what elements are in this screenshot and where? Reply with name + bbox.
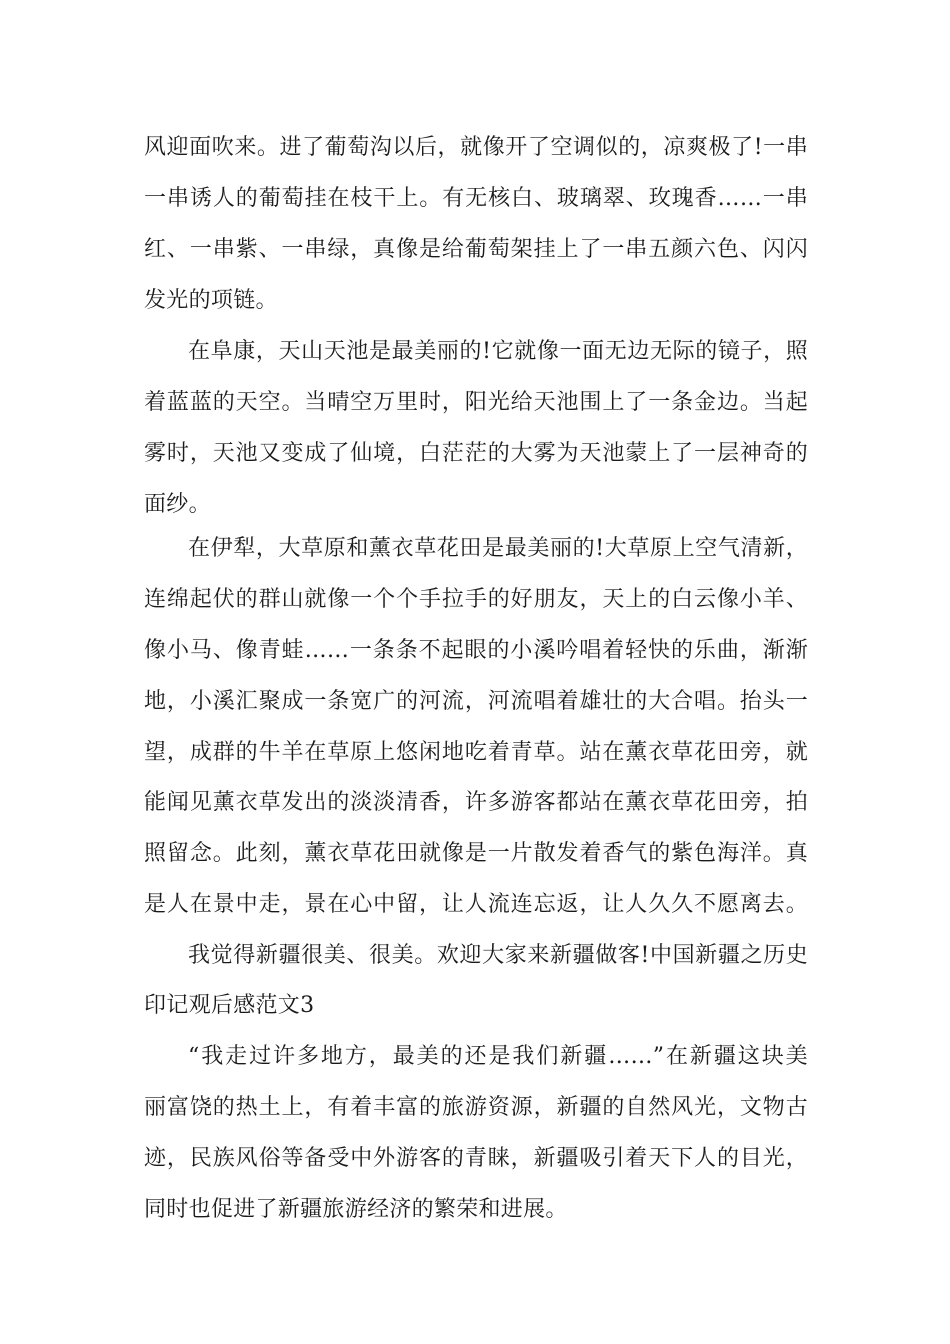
paragraph-3-line-3: 像小马、像青蛙……一条条不起眼的小溪吟唱着轻快的乐曲，渐渐 — [144, 638, 808, 663]
paragraph-3-line-6: 能闻见薰衣草发出的淡淡清香，许多游客都站在薰衣草花田旁，拍 — [144, 790, 808, 815]
paragraph-1-line-4: 发光的项链。 — [144, 288, 278, 313]
paragraph-2-line-1: 在阜康，天山天池是最美丽的!它就像一面无边无际的镜子，照 — [188, 339, 808, 364]
paragraph-2-line-3: 雾时，天池又变成了仙境，白茫茫的大雾为天池蒙上了一层神奇的 — [144, 441, 808, 466]
paragraph-1-line-3: 红、一串紫、一串绿，真像是给葡萄架挂上了一串五颜六色、闪闪 — [144, 237, 808, 262]
paragraph-2-line-4: 面纱。 — [144, 492, 211, 517]
paragraph-1-line-1: 风迎面吹来。进了葡萄沟以后，就像开了空调似的，凉爽极了!一串 — [144, 135, 808, 160]
paragraph-4-line-2: 印记观后感范文3 — [144, 993, 315, 1018]
paragraph-3-line-2: 连绵起伏的群山就像一个个手拉手的好朋友，天上的白云像小羊、 — [144, 587, 808, 612]
paragraph-3-line-1: 在伊犁，大草原和薰衣草花田是最美丽的!大草原上空气清新， — [188, 536, 808, 561]
paragraph-3-line-7: 照留念。此刻，薰衣草花田就像是一片散发着香气的紫色海洋。真 — [144, 841, 808, 866]
paragraph-3-line-4: 地，小溪汇聚成一条宽广的河流，河流唱着雄壮的大合唱。抬头一 — [144, 689, 808, 714]
paragraph-5-line-1: “我走过许多地方，最美的还是我们新疆……”在新疆这块美 — [188, 1044, 808, 1069]
paragraph-1-line-2: 一串诱人的葡萄挂在枝干上。有无核白、玻璃翠、玫瑰香……一串 — [144, 186, 808, 211]
paragraph-5-line-4: 同时也促进了新疆旅游经济的繁荣和进展。 — [144, 1197, 568, 1222]
paragraph-3-line-8: 是人在景中走，景在心中留，让人流连忘返，让人久久不愿离去。 — [144, 892, 808, 917]
paragraph-3-line-5: 望，成群的牛羊在草原上悠闲地吃着青草。站在薰衣草花田旁，就 — [144, 740, 808, 765]
paragraph-5-line-2: 丽富饶的热土上，有着丰富的旅游资源，新疆的自然风光，文物古 — [144, 1095, 808, 1120]
paragraph-2-line-2: 着蓝蓝的天空。当晴空万里时，阳光给天池围上了一条金边。当起 — [144, 390, 808, 415]
paragraph-4-line-1: 我觉得新疆很美、很美。欢迎大家来新疆做客!中国新疆之历史 — [188, 943, 808, 968]
paragraph-5-line-3: 迹，民族风俗等备受中外游客的青睐，新疆吸引着天下人的目光， — [144, 1146, 808, 1171]
